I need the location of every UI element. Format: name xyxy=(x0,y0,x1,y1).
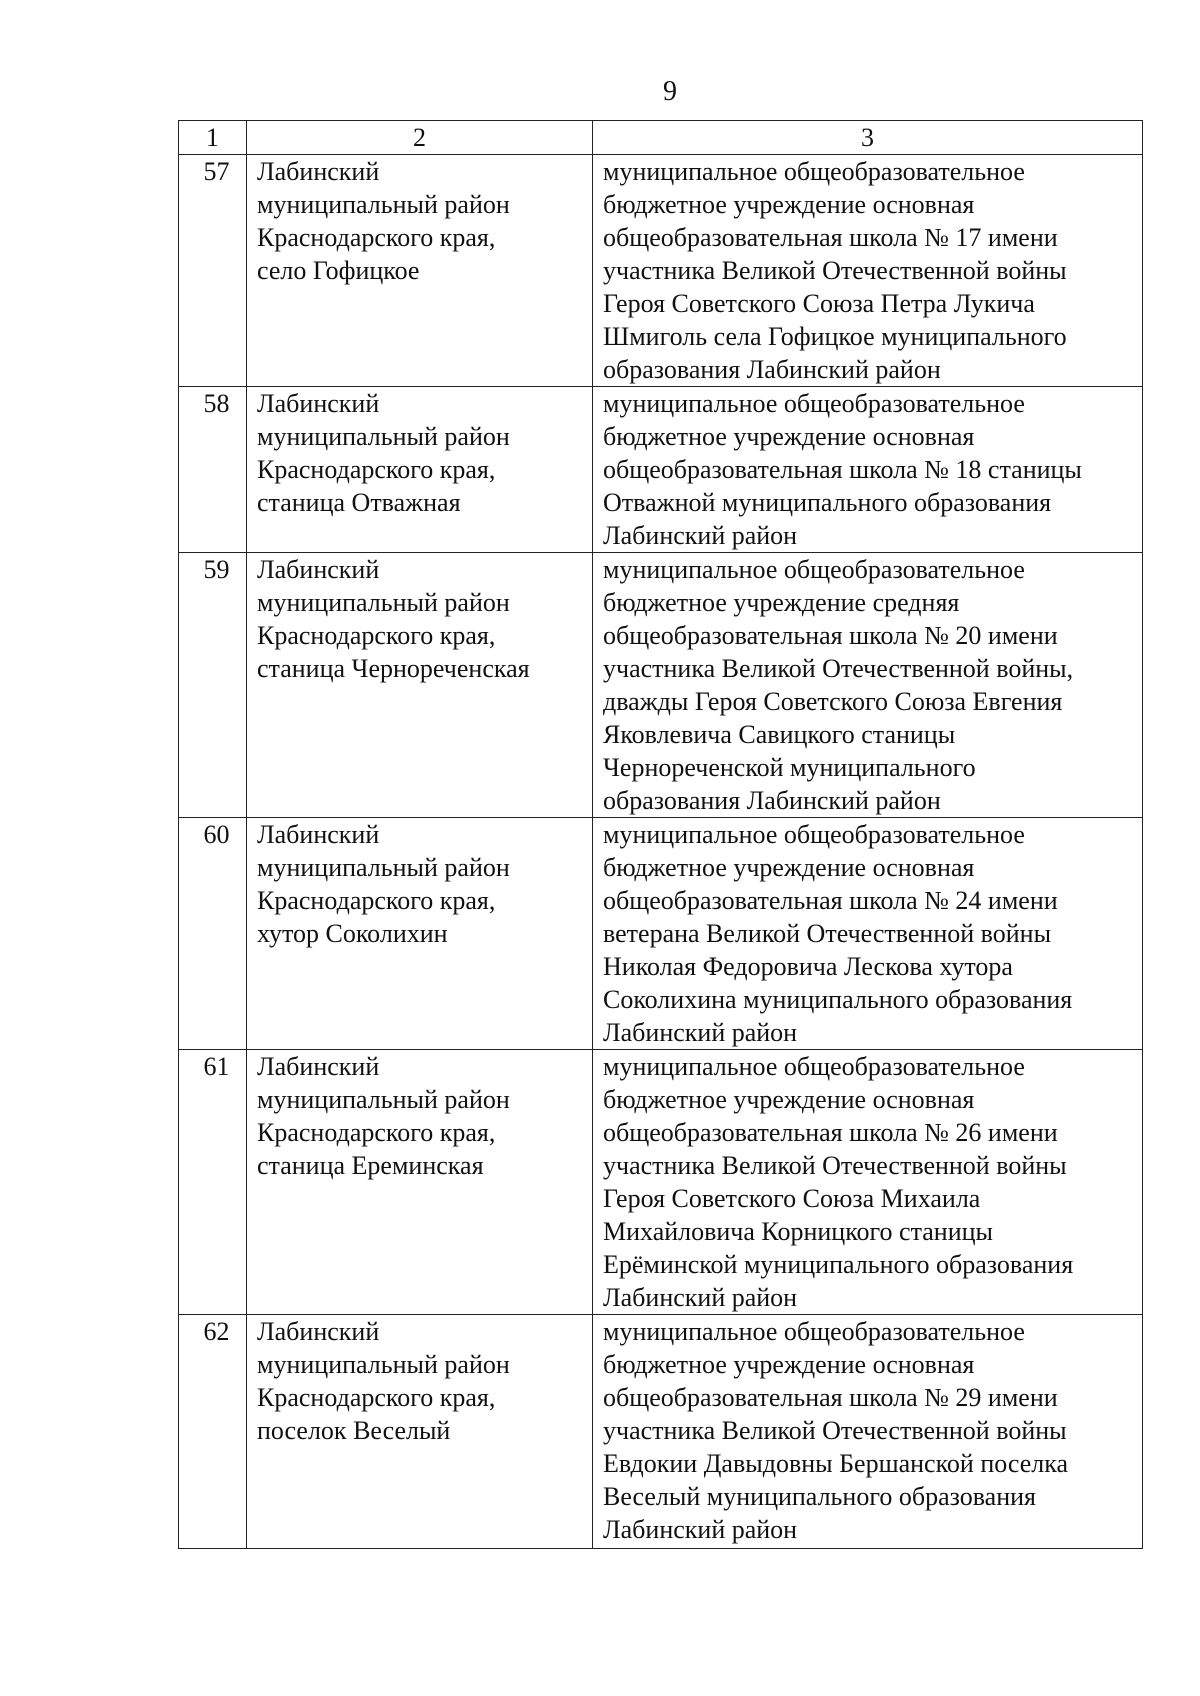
location-line: станица Ереминская xyxy=(257,1151,484,1180)
institution-line: участника Великой Отечественной войны xyxy=(603,256,1067,285)
column-header-number: 1 xyxy=(179,121,247,155)
institution-cell xyxy=(593,387,1143,553)
table-row xyxy=(179,1050,1143,1315)
institution-line: образования Лабинский район xyxy=(603,786,941,815)
institution-line: общеобразовательная школа № 29 имени xyxy=(603,1383,1058,1412)
institution-line: общеобразовательная школа № 17 имени xyxy=(603,223,1058,252)
table-row xyxy=(179,1315,1143,1549)
location-line: Лабинский xyxy=(257,157,380,186)
table-row xyxy=(179,155,1143,387)
location-cell xyxy=(247,387,593,553)
column-header-institution: 3 xyxy=(593,121,1143,155)
location-line: село Гофицкое xyxy=(257,256,420,285)
location-line: поселок Веселый xyxy=(257,1416,451,1445)
institution-line: дважды Героя Советского Союза Евгения xyxy=(603,687,1063,716)
institution-line: Михайловича Корницкого станицы xyxy=(603,1217,994,1246)
institution-line: общеобразовательная школа № 26 имени xyxy=(603,1118,1058,1147)
table-header-row xyxy=(179,121,1143,155)
table-row xyxy=(179,553,1143,818)
row-number: 59 xyxy=(179,553,247,818)
location-line: муниципальный район xyxy=(257,588,510,617)
institution-line: Отважной муниципального образования xyxy=(603,488,1052,517)
location-cell xyxy=(247,1050,593,1315)
location-cell xyxy=(247,818,593,1050)
location-line: Лабинский xyxy=(257,820,380,849)
institution-line: муниципальное общеобразовательное xyxy=(603,820,1025,849)
institution-line: Шмиголь села Гофицкое муниципального xyxy=(603,322,1067,351)
institution-line: участника Великой Отечественной войны, xyxy=(603,654,1074,683)
institution-cell xyxy=(593,553,1143,818)
institution-line: бюджетное учреждение основная xyxy=(603,853,975,882)
row-number: 62 xyxy=(179,1315,247,1549)
institution-line: бюджетное учреждение основная xyxy=(603,1350,975,1379)
institution-line: общеобразовательная школа № 24 имени xyxy=(603,886,1058,915)
institution-line: Лабинский район xyxy=(603,521,798,550)
table-row xyxy=(179,818,1143,1050)
row-number: 61 xyxy=(179,1050,247,1315)
institution-line: муниципальное общеобразовательное xyxy=(603,1317,1025,1346)
column-header-location: 2 xyxy=(247,121,593,155)
institution-line: ветерана Великой Отечественной войны xyxy=(603,919,1052,948)
institution-line: муниципальное общеобразовательное xyxy=(603,389,1025,418)
institution-line: бюджетное учреждение основная xyxy=(603,190,975,219)
location-cell xyxy=(247,553,593,818)
institution-line: общеобразовательная школа № 18 станицы xyxy=(603,455,1082,484)
schools-table xyxy=(178,120,1143,1549)
institution-line: Ерёминской муниципального образования xyxy=(603,1250,1074,1279)
institution-line: муниципальное общеобразовательное xyxy=(603,157,1025,186)
location-line: Краснодарского края, xyxy=(257,1383,496,1412)
location-line: муниципальный район xyxy=(257,1350,510,1379)
location-line: станица Чернореченская xyxy=(257,654,530,683)
institution-cell xyxy=(593,155,1143,387)
table-row xyxy=(179,387,1143,553)
row-number: 60 xyxy=(179,818,247,1050)
location-line: Лабинский xyxy=(257,389,380,418)
location-line: Краснодарского края, xyxy=(257,621,496,650)
institution-line: Соколихина муниципального образования xyxy=(603,985,1073,1014)
location-line: Лабинский xyxy=(257,1052,380,1081)
institution-line: общеобразовательная школа № 20 имени xyxy=(603,621,1058,650)
location-line: муниципальный район xyxy=(257,422,510,451)
institution-line: Евдокии Давыдовны Бершанской поселка xyxy=(603,1449,1069,1478)
page-number: 9 xyxy=(663,76,677,107)
institution-line: бюджетное учреждение основная xyxy=(603,422,975,451)
location-line: Лабинский xyxy=(257,555,380,584)
institution-line: Лабинский район xyxy=(603,1018,798,1047)
location-line: хутор Соколихин xyxy=(257,919,448,948)
institution-line: муниципальное общеобразовательное xyxy=(603,555,1025,584)
institution-line: Героя Советского Союза Михаила xyxy=(603,1184,981,1213)
location-line: Краснодарского края, xyxy=(257,223,496,252)
location-line: муниципальный район xyxy=(257,190,510,219)
location-line: муниципальный район xyxy=(257,1085,510,1114)
institution-line: образования Лабинский район xyxy=(603,355,941,384)
institution-line: Николая Федоровича Лескова хутора xyxy=(603,952,1013,981)
location-line: Краснодарского края, xyxy=(257,886,496,915)
location-cell xyxy=(247,1315,593,1549)
location-line: Краснодарского края, xyxy=(257,1118,496,1147)
location-line: Лабинский xyxy=(257,1317,380,1346)
location-line: станица Отважная xyxy=(257,488,461,517)
row-number: 58 xyxy=(179,387,247,553)
location-line: Краснодарского края, xyxy=(257,455,496,484)
institution-cell xyxy=(593,818,1143,1050)
institution-cell xyxy=(593,1050,1143,1315)
location-line: муниципальный район xyxy=(257,853,510,882)
institution-line: бюджетное учреждение основная xyxy=(603,1085,975,1114)
institution-line: Лабинский район xyxy=(603,1515,798,1544)
institution-line: участника Великой Отечественной войны xyxy=(603,1151,1067,1180)
institution-line: Героя Советского Союза Петра Лукича xyxy=(603,289,1035,318)
row-number: 57 xyxy=(179,155,247,387)
institution-line: Веселый муниципального образования xyxy=(603,1482,1036,1511)
institution-line: муниципальное общеобразовательное xyxy=(603,1052,1025,1081)
institution-line: Чернореченской муниципального xyxy=(603,753,976,782)
institution-line: Яковлевича Савицкого станицы xyxy=(603,720,956,749)
institution-line: бюджетное учреждение средняя xyxy=(603,588,960,617)
location-cell xyxy=(247,155,593,387)
institution-line: участника Великой Отечественной войны xyxy=(603,1416,1067,1445)
institution-line: Лабинский район xyxy=(603,1283,798,1312)
institution-cell xyxy=(593,1315,1143,1549)
